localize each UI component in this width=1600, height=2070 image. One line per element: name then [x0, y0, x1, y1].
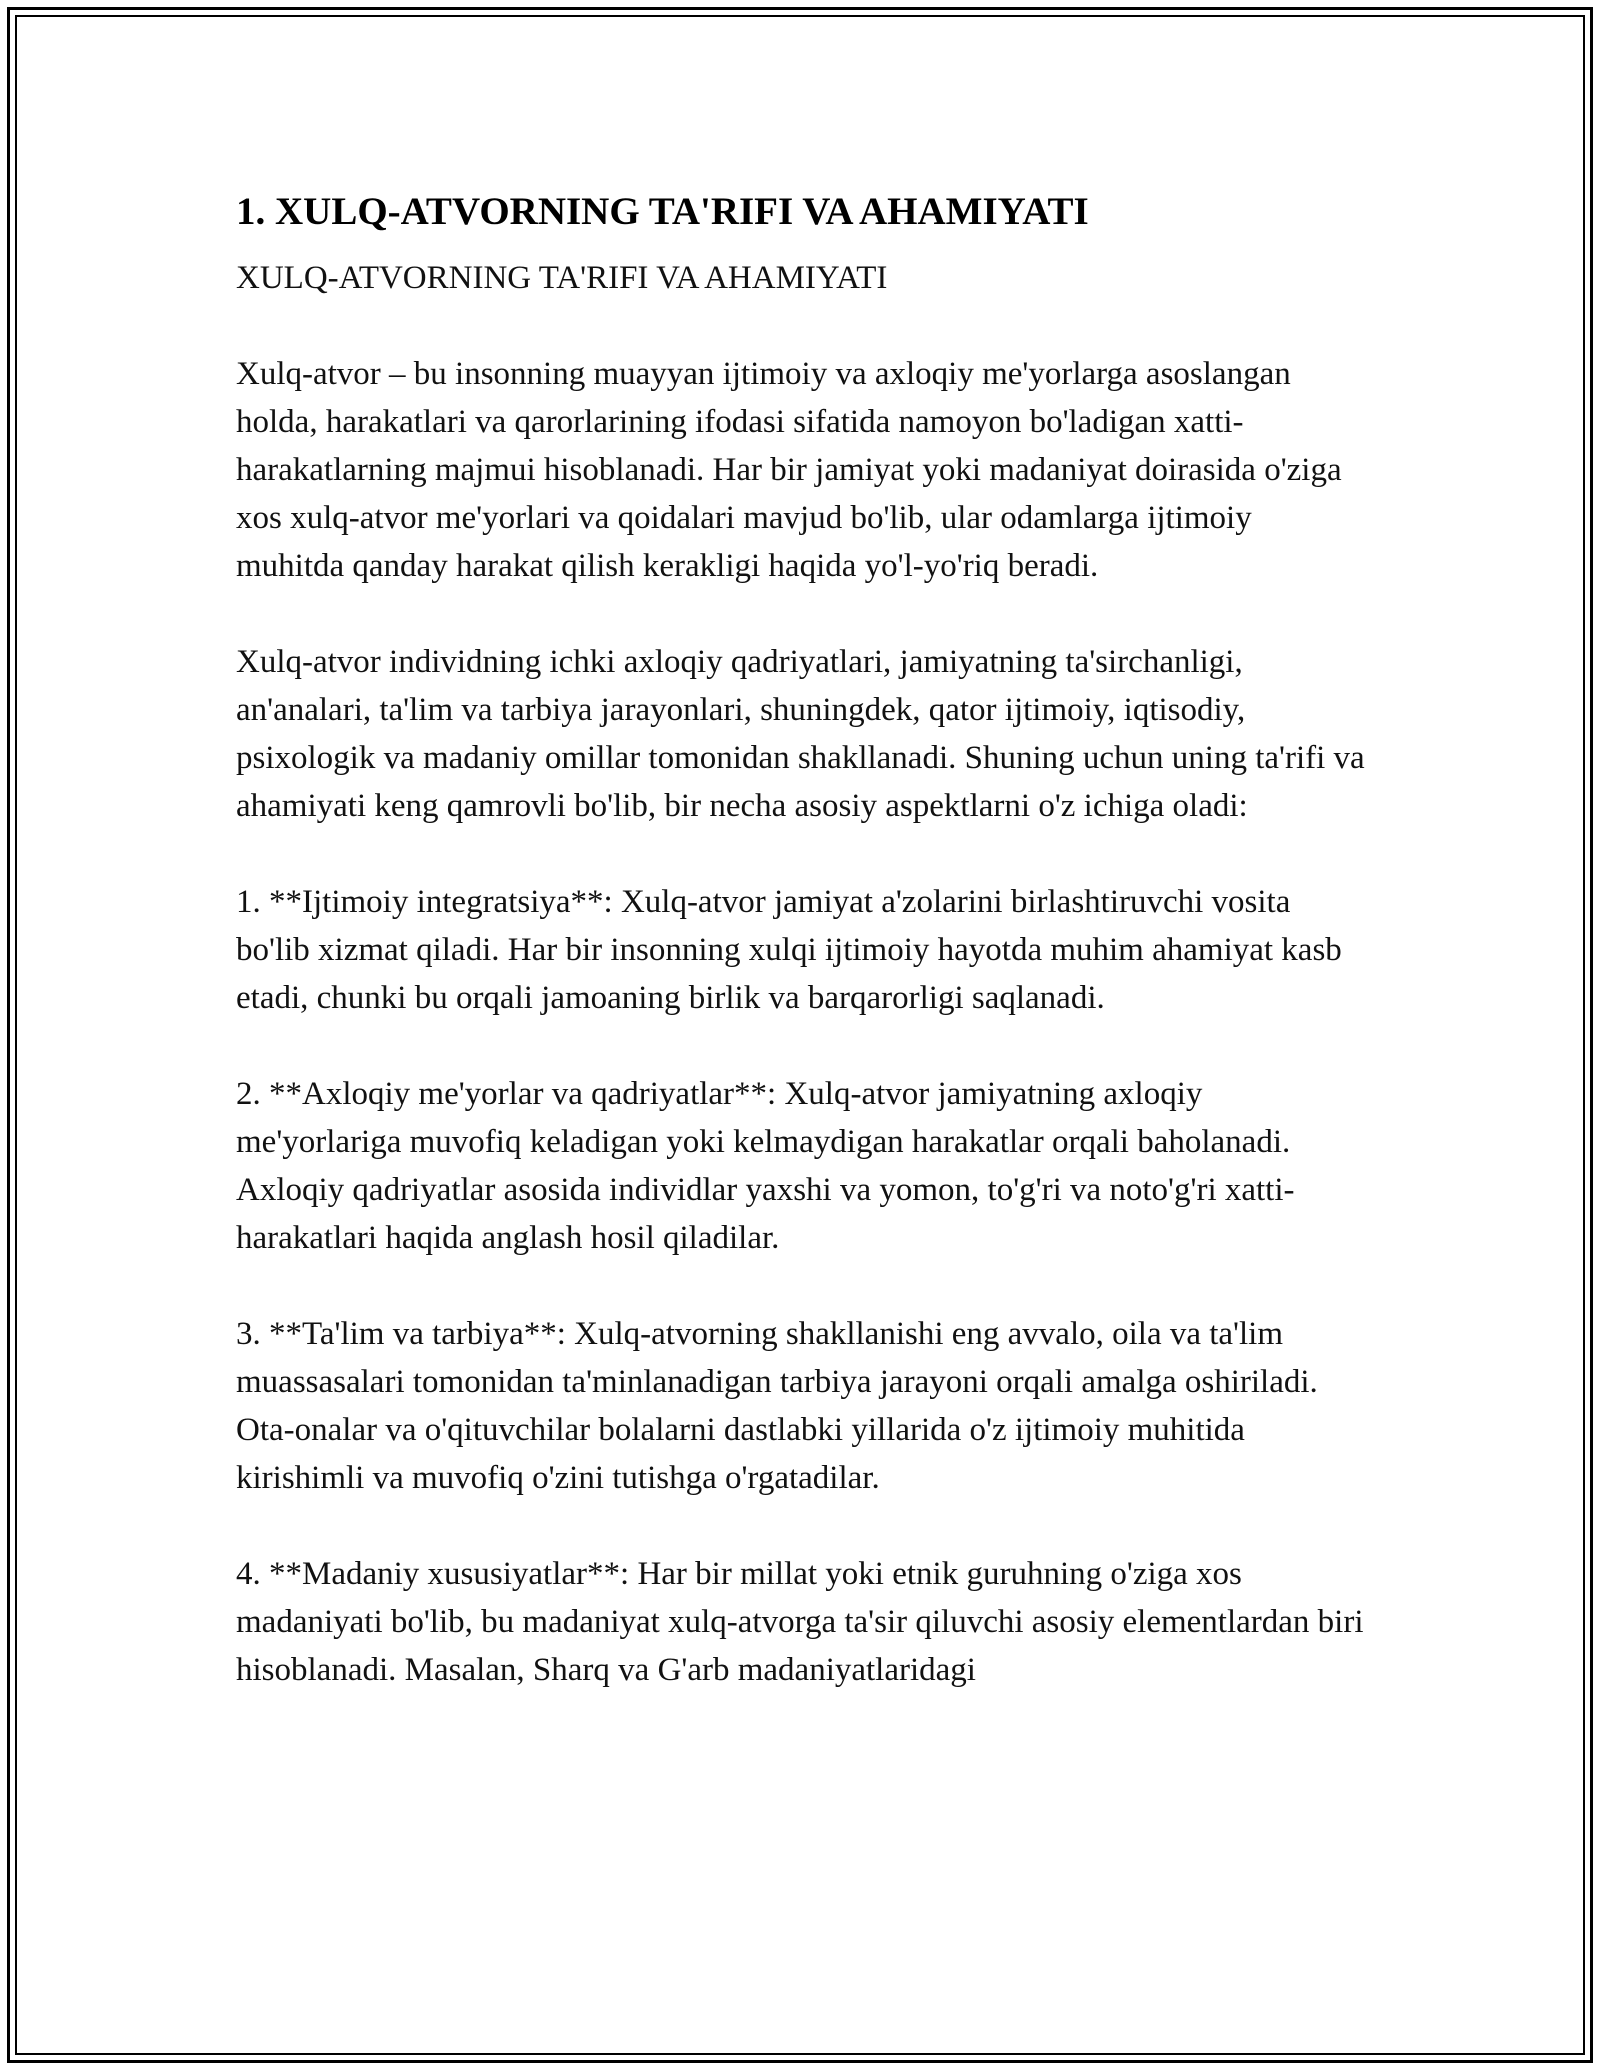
list-item-moral-norms: 2. **Axloqiy me'yorlar va qadriyatlar**: Xulq-atvor jamiyatning axloqiy me'yorlariga muvofiq keladigan yoki kelmaydigan harakatlar orqali baholanadi. Axloqiy qadriyatlar asosida individlar yaxshi va yomon, to'g'ri va noto'g'ri xatti-harakatlari haqida anglash hosil qiladilar.	[236, 1076, 1295, 1256]
section-heading: 1. XULQ-ATVORNING TA'RIFI VA AHAMIYATI	[236, 190, 1089, 233]
list-item-social-integration: 1. **Ijtimoiy integratsiya**: Xulq-atvor jamiyat a'zolarini birlashtiruvchi vosita bo'lib xizmat qiladi. Har bir insonning xulqi ijtimoiy hayotda muhim ahamiyat kasb etadi, chunki bu orqali jamoaning birlik va barqarorligi saqlanadi.	[236, 884, 1342, 1016]
section-subheading: XULQ-ATVORNING TA'RIFI VA AHAMIYATI	[236, 260, 888, 296]
list-item-cultural-features: 4. **Madaniy xususiyatlar**: Har bir millat yoki etnik guruhning o'ziga xos madaniyati bo'lib, bu madaniyat xulq-atvorga ta'sir qiluvchi asosiy elementlardan biri hisoblanadi. Masalan, Sharq va G'arb madaniyatlaridagi	[236, 1556, 1364, 1688]
list-item-education: 3. **Ta'lim va tarbiya**: Xulq-atvorning shakllanishi eng avvalo, oila va ta'lim muassasalari tomonidan ta'minlanadigan tarbiya jarayoni orqali amalga oshiriladi. Ota-onalar va o'qituvchilar bolalarni dastlabki yillarida o'z ijtimoiy muhitida kirishimli va muvofiq o'zini tutishga o'rgatadilar.	[236, 1316, 1318, 1496]
paragraph-formation: Xulq-atvor individning ichki axloqiy qadriyatlari, jamiyatning ta'sirchanligi, an'analari, ta'lim va tarbiya jarayonlari, shuningdek, qator ijtimoiy, iqtisodiy, psixologik va madaniy omillar tomonidan shakllanadi. Shuning uchun uning ta'rifi va ahamiyati keng qamrovli bo'lib, bir necha asosiy aspektlarni o'z ichiga oladi:	[236, 644, 1365, 824]
document-body	[236, 186, 1366, 1694]
paragraph-definition: Xulq-atvor – bu insonning muayyan ijtimoiy va axloqiy me'yorlarga asoslangan holda, harakatlari va qarorlarining ifodasi sifatida namoyon bo'ladigan xatti-harakatlarning majmui hisoblanadi. Har bir jamiyat yoki madaniyat doirasida o'ziga xos xulq-atvor me'yorlari va qoidalari mavjud bo'lib, ular odamlarga ijtimoiy muhitda qanday harakat qilish kerakligi haqida yo'l-yo'riq beradi.	[236, 356, 1342, 584]
